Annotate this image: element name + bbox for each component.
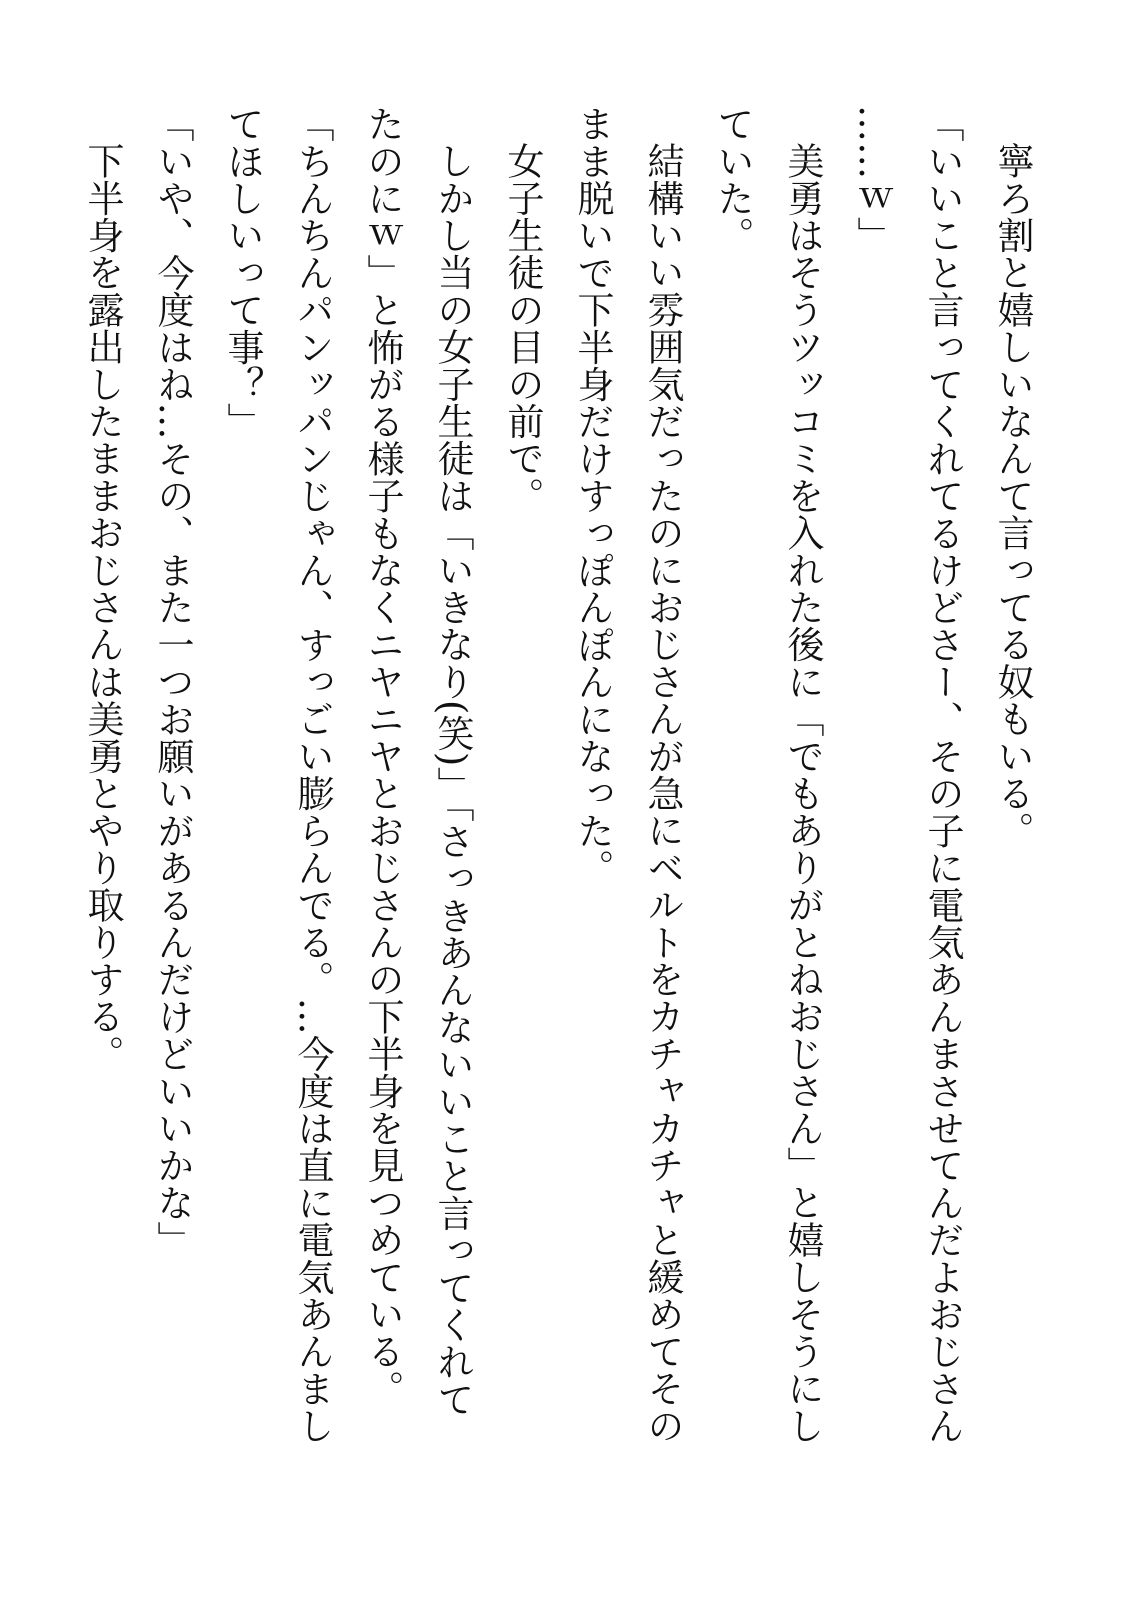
text-line: ていた。 [711, 105, 754, 254]
text-line: 結構いい雰囲気だったのにおじさんが急にベルトをカチャカチャと緩めてその [641, 142, 684, 1445]
text-line: まま脱いで下半身だけすっぽんぽんになった。 [571, 105, 614, 887]
text-line: 女子生徒の目の前で。 [501, 142, 544, 515]
text-line: 「いや、今度はね…その、また一つお願いがあるんだけどいいかな」 [151, 105, 194, 1259]
text-line: 美勇はそうツッコミを入れた後に「でもありがとねおじさん」と嬉しそうにし [781, 142, 824, 1445]
text-line: ……ｗ」 [851, 105, 894, 254]
text-line: 「いいこと言ってくれてるけどさー、その子に電気あんまさせてんだよおじさん [921, 105, 964, 1445]
text-line: たのにｗ」と怖がる様子もなくニヤニヤとおじさんの下半身を見つめている。 [361, 105, 404, 1407]
body-text [67, 105, 1047, 1450]
text-line: しかし当の女子生徒は「いきなり(笑)」「さっきあんないいこと言ってくれて [431, 142, 474, 1418]
text-line: 下半身を露出したままおじさんは美勇とやり取りする。 [81, 142, 124, 1073]
text-line: 寧ろ割と嬉しいなんて言ってる奴もいる。 [991, 142, 1034, 849]
text-line: てほしいって事？」 [221, 105, 264, 440]
text-line: 「ちんちんパンッパンじゃん、すっごい膨らんでる。…今度は直に電気あんまし [291, 105, 334, 1445]
